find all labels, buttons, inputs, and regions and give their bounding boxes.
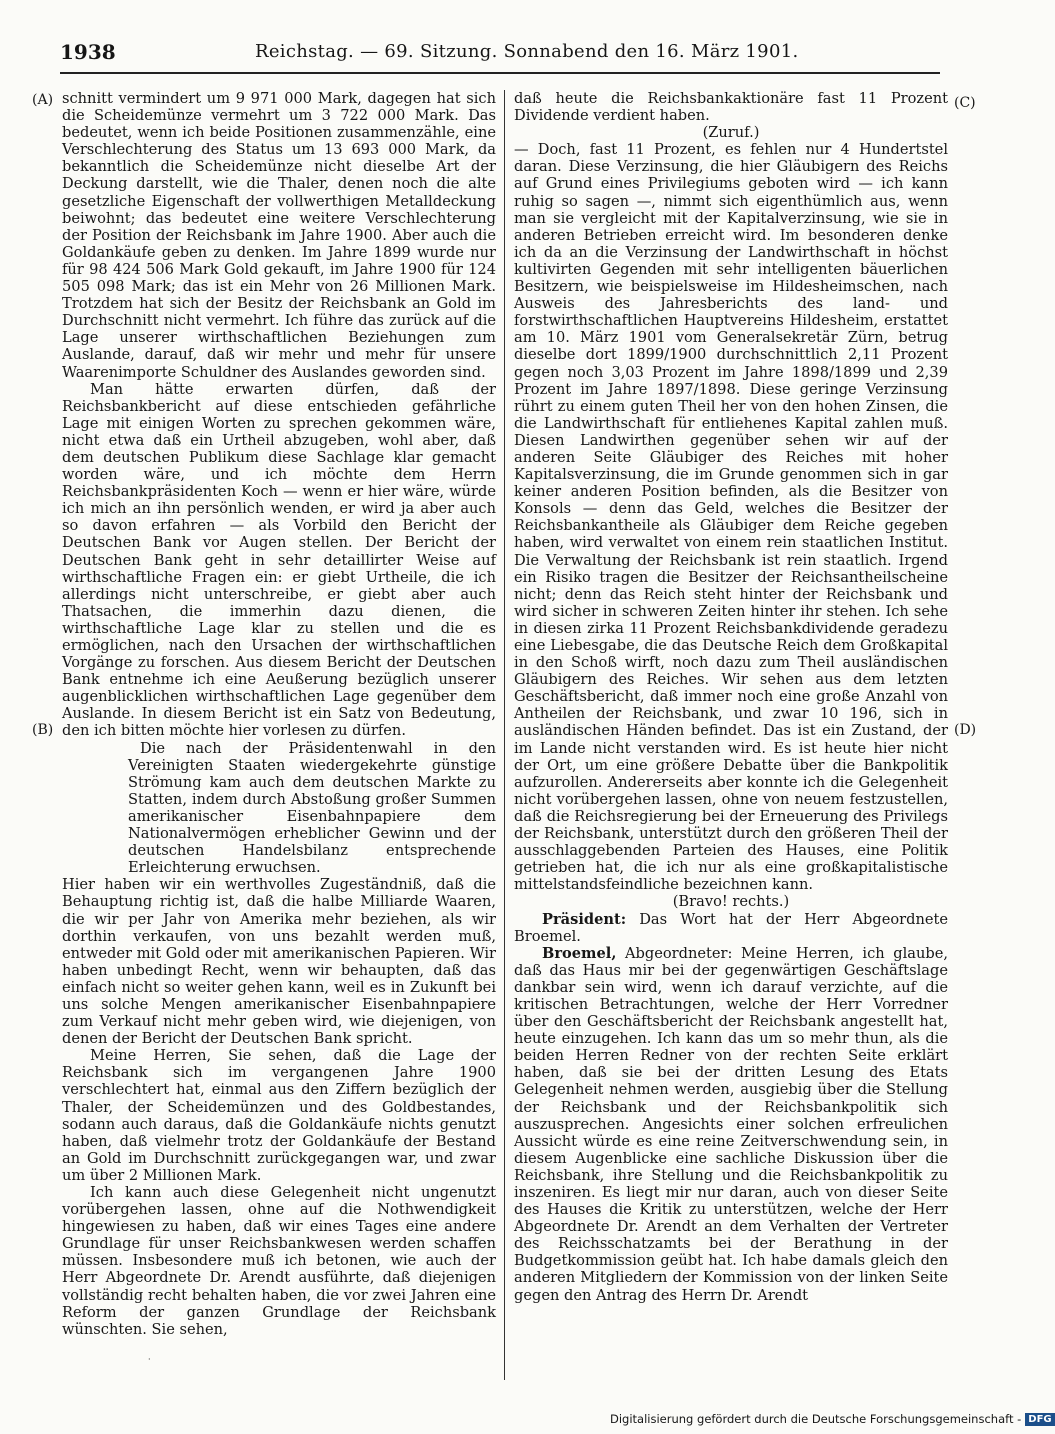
margin-marker-c: (C) <box>954 95 976 111</box>
stray-mark: · <box>148 1355 151 1364</box>
margin-marker-d: (D) <box>954 722 977 738</box>
interjection: (Zuruf.) <box>702 124 760 142</box>
dfg-logo: DFG <box>1025 1413 1054 1426</box>
running-head: Reichstag. — 69. Sitzung. Sonnabend den 16. März 1901. <box>255 41 799 62</box>
speaker-paragraph <box>514 945 948 1304</box>
paragraph: Meine Herren, Sie sehen, daß die Lage der Reichsbank sich im vergangenen Jahre 1900 verschlechtert hat, einmal aus den Ziffern bezüglich der Thaler, der Scheidemünzen und des Goldbestandes, sodann auch daraus, daß die Goldankäufe nichts genutzt haben, daß vielmehr trotz der Goldankäufe der Bestand an Gold im Durchschnitt zurückgegangen war, und zwar um über 2 Millionen Mark. <box>62 1047 496 1184</box>
quotation: Die nach der Präsidentenwahl in den Vereinigten Staaten wiedergekehrte günstige Strömung kam auch dem deutschen Markte zu Statten, indem durch Abstoßung großer Summen amerikanischer Eisenbahnpapiere dem Nationalvermögen erheblicher Gewinn und der deutschen Handelsbilanz entsprechende Erleichterung erwuchsen. <box>128 739 496 877</box>
paragraph: — Doch, fast 11 Prozent, es fehlen nur 4 Hundertstel daran. Diese Verzinsung, die hier Gläubigern des Reichs auf Grund eines Privilegiums geboten wird — ich kann ruhig so sagen —, nimmt sich eigenthümlich aus, wenn man sie vergleicht mit der Kapitalverzinsung, wie sie in anderen Betrieben erreicht wird. Im besonderen denke ich da an die Verzinsung der Landwirthschaft in höchst kultivirten Gegenden mit sehr intelligenten bäuerlichen Besitzern, wie beispielsweise im Hildesheimschen, nach Ausweis des Jahresberichts des land- und forstwirthschaftlichen Hauptvereins Hildesheim, erstattet am 10. März 1901 vom Generalsekretär Zürn, betrug dieselbe dort 1899/1900 durchschnittlich 2,11 Prozent gegen noch 3,03 Prozent im Jahre 1898/1899 und 2,39 Prozent im Jahre 1897/1898. Diese geringe Verzinsung rührt zu einem guten Theil her von den hohen Zinsen, die die Landwirthschaft für entliehenes Kapital zahlen muß. Diesen Landwirthen gegenüber sehen wir auf der anderen Seite Gläubiger des Reiches mit hoher Kapitalsverzinsung, die im Grunde genommen sich in gar keiner anderen Position befinden, als die Besitzer von Konsols — denn das Geld, welches die Besitzer der Reichsbankantheile als Gläubiger dem Reiche gegeben haben, wird verwaltet von einem rein staatlichen Institut. Die Verwaltung der Reichsbank ist rein staatlich. Irgend ein Risiko tragen die Besitzer der Reichsantheilscheine nicht; denn das Reich steht hinter der Reichsbank und wird sicher in schweren Zeiten hinter ihr stehen. Ich sehe in diesen zirka 11 Prozent Reichsbankdividende geradezu eine Liebesgabe, die das Deutsche Reich dem Großkapital in den Schoß wirft, noch dazu zum Theil ausländischen Gläubigern des Reiches. Wir sehen aus dem letzten Geschäftsbericht, daß immer noch eine große Anzahl von Antheilen der Reichsbank, und zwar 10 196, sich in ausländischen Händen befindet. Das ist ein Zustand, der im Lande nicht verstanden wird. Es ist heute hier nicht der Ort, um eine größere Debatte über die Bankpolitik aufzurollen. Andererseits aber konnte ich die Gelegenheit nicht vorübergehen lassen, ohne von neuem festzustellen, daß die Reichsregierung bei der Erneuerung des Privilegs der Reichsbank, unterstützt durch den größeren Theil der ausschlaggebenden Parteien des Hauses, eine Politik getrieben hat, die ich nur als eine großkapitalistische mittelstandsfeindliche bezeichnen kann. <box>514 141 948 894</box>
paragraph: daß heute die Reichsbankaktionäre fast 11 Prozent Dividende verdient haben. <box>514 90 948 125</box>
paragraph: Man hätte erwarten dürfen, daß der Reichsbankbericht auf diese entschieden gefährliche Lage mit einigen Worten zu sprechen gekommen wäre, nicht etwa daß ein Urtheil abzugeben, wohl aber, daß dem deutschen Publikum diese Sachlage klar gemacht worden wäre, und ich möchte dem Herrn Reichsbankpräsidenten Koch — wenn er hier wäre, würde ich mich an ihn persönlich wenden, er wird ja aber auch so davon erfahren — als Vorbild den Bericht der Deutschen Bank vor Augen stellen. Der Bericht der Deutschen Bank geht in sehr detaillirter Weise auf wirthschaftliche Fragen ein: er giebt Urtheile, die ich allerdings nicht unterschreibe, er giebt aber auch Thatsachen, die immerhin dazu dienen, die wirthschaftliche Lage klar zu stellen und die es ermöglichen, nach den Ursachen der wirthschaftlichen Vorgänge zu forschen. Aus diesem Bericht der Deutschen Bank entnehme ich eine Aeußerung bezüglich unserer augenblicklichen wirthschaftlichen Lage gegenüber dem Auslande. In diesem Bericht ist ein Satz von Bedeutung, den ich bitten möchte hier vorlesen zu dürfen. <box>62 380 496 740</box>
page-number: 1938 <box>60 40 116 64</box>
speaker-label: Broemel, <box>542 944 617 962</box>
margin-marker-a: (A) <box>32 92 54 108</box>
column-divider <box>504 90 505 1380</box>
footer <box>610 1412 1055 1426</box>
president-label: Präsident: <box>542 910 627 928</box>
paragraph: Hier haben wir ein werthvolles Zugeständniß, daß die Behauptung richtig ist, daß die halbe Milliarde Waaren, die wir per Jahr von Amerika mehr beziehen, als wir dorthin verkaufen, von uns bezahlt werden muß, entweder mit Gold oder mit amerikanischen Papieren. Wir haben unbedingt Recht, wenn wir behaupten, daß das einfach nicht so weiter gehen kann, weil es in Zukunft bei uns solche Mengen amerikanischer Eisenbahnpapiere zum Verkauf nicht mehr geben wird, wie diejenigen, von denen der Bericht der Deutschen Bank spricht. <box>62 876 496 1048</box>
paragraph: schnitt vermindert um 9 971 000 Mark, dagegen hat sich die Scheidemünze vermehrt um 3 722 000 Mark. Das bedeutet, wenn ich beide Positionen zusammenzähle, eine Verschlechterung des Status um 13 693 000 Mark, da bekanntlich die Scheidemünze nicht dieselbe Art der Deckung darstellt, wie die Thaler, denen noch die alte gesetzliche Eigenschaft der vollwerthigen Metalldeckung beiwohnt; das bedeutet eine weitere Verschlechterung der Position der Reichsbank im Jahre 1900. Aber auch die Goldankäufe geben zu denken. Im Jahre 1899 wurde nur für 98 424 506 Mark Gold gekauft, im Jahre 1900 für 124 505 098 Mark; das ist ein Mehr von 26 Millionen Mark. Trotzdem hat sich der Besitz der Reichsbank an Gold im Durchschnitt nicht vermehrt. Ich führe das zurück auf die Lage unserer wirthschaftlichen Beziehungen zum Auslande, darauf, daß wir mehr und mehr für unsere Waarenimporte Schuldner des Auslandes geworden sind. <box>62 90 496 381</box>
footer-text: Digitalisierung gefördert durch die Deutsche Forschungsgemeinschaft - <box>610 1412 1022 1426</box>
right-column <box>514 90 948 1304</box>
paragraph: Ich kann auch diese Gelegenheit nicht ungenutzt vorübergehen lassen, ohne auf die Nothwendigkeit hingewiesen zu haben, daß wir eines Tages eine andere Grundlage für unser Reichsbankwesen werden schaffen müssen. Insbesondere muß ich betonen, wie auch der Herr Abgeordnete Dr. Arendt ausführte, daß diejenigen vollständig recht behalten haben, die vor zwei Jahren eine Reform der ganzen Grundlage der Reichsbank wünschten. Sie sehen, <box>62 1184 496 1338</box>
left-column <box>62 90 496 1338</box>
president-paragraph <box>514 911 948 945</box>
header-rule <box>60 72 940 74</box>
president-text: Das Wort hat der Herr Abgeordnete Broemel. <box>514 910 948 945</box>
speaker-text: Abgeordneter: Meine Herren, ich glaube, daß das Haus mir bei der gegenwärtigen Geschäftslage dankbar sein wird, wenn ich darauf verzichte, auf die kritischen Betrachtungen, welche der Herr Vorredner über den Geschäftsbericht der Reichsbank angestellt hat, heute einzugehen. Ich kann das um so mehr thun, als die beiden Herren Redner von der rechten Seite erklärt haben, daß sie bei der dritten Lesung des Etats Gelegenheit nehmen werden, ausgiebig über die Stellung der Reichsbank und der Reichsbankpolitik sich auszusprechen. Angesichts einer solchen erfreulichen Aussicht würde es eine reine Zeitverschwendung sein, in diesem Augenblicke eine sachliche Diskussion über die Reichsbank, ihre Stellung und die Reichsbankpolitik zu inszeniren. Es liegt mir nur daran, auch von dieser Seite des Hauses die Kritik zu unterstützen, welche der Herr Abgeordnete Dr. Arendt an dem Verhalten der Vertreter des Reichsschatzamts bei der Berathung in der Budgetkommission geübt hat. Ich habe damals gleich den anderen Mitgliedern der Kommission von der linken Seite gegen den Antrag des Herrn Dr. Arendt <box>514 944 948 1304</box>
margin-marker-b: (B) <box>32 722 54 738</box>
interjection: (Bravo! rechts.) <box>672 893 790 911</box>
page-header <box>60 40 940 70</box>
